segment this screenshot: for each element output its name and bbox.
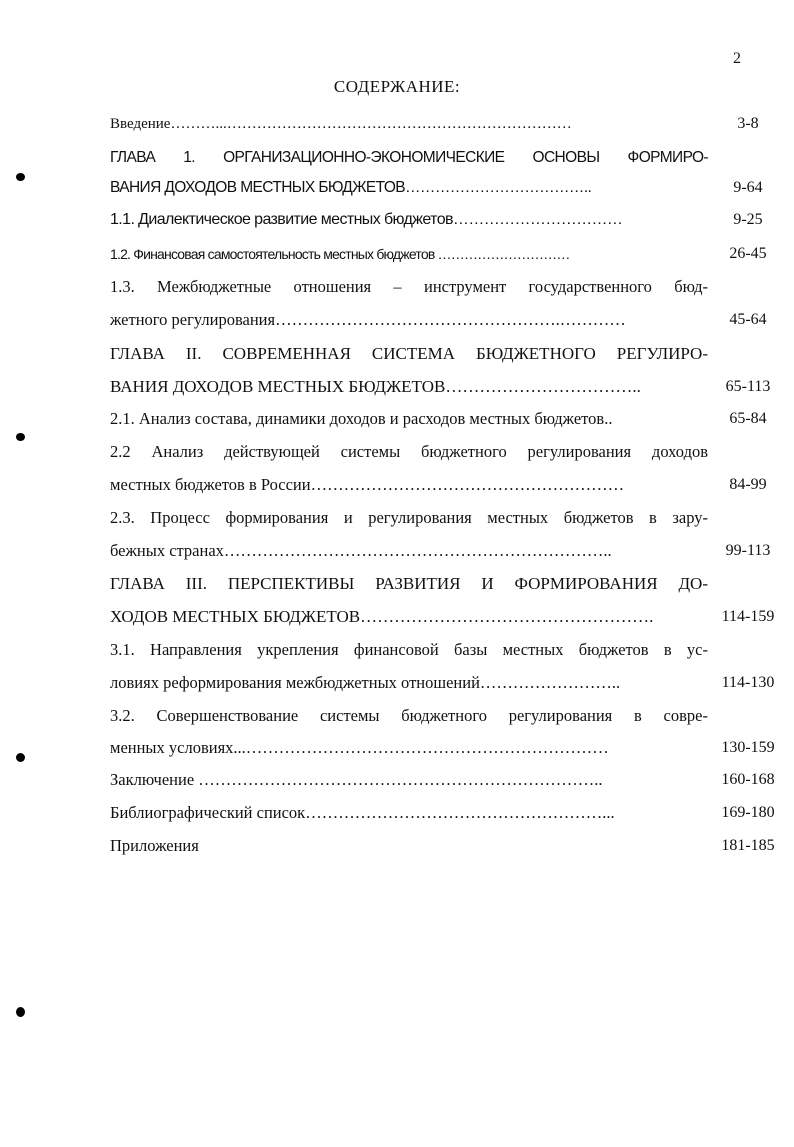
- toc-entry-pages: 3-8: [737, 115, 759, 132]
- toc-entry-line[interactable]: местных бюджетов в России…………………………………………………: [110, 475, 625, 494]
- toc-entry-pages: 84-99: [729, 476, 767, 493]
- toc-entry-line[interactable]: Приложения: [110, 836, 199, 855]
- toc-entry-pages: 160-168: [721, 771, 775, 788]
- scan-speck: [16, 433, 25, 441]
- toc-entry-line[interactable]: ХОДОВ МЕСТНЫХ БЮДЖЕТОВ…………………………………………….: [110, 607, 654, 626]
- page-number: 2: [733, 50, 741, 67]
- toc-entry-pages: 130-159: [721, 739, 775, 756]
- toc-entry-line[interactable]: Библиографический список………………………………………………...: [110, 803, 615, 822]
- toc-entry-pages: 99-113: [725, 542, 771, 559]
- toc-entry-line[interactable]: ВАНИЯ ДОХОДОВ МЕСТНЫХ БЮДЖЕТОВ……………………………..: [110, 377, 641, 396]
- toc-entry-pages: 181-185: [721, 837, 775, 854]
- scan-speck: [16, 753, 25, 762]
- toc-entry-line[interactable]: Заключение ………………………………………………………………..: [110, 770, 603, 789]
- toc-entry-pages: 65-113: [725, 378, 771, 395]
- toc-entry-line[interactable]: жетного регулирования…………………………………………….…………: [110, 310, 626, 329]
- toc-title: СОДЕРЖАНИЕ:: [333, 77, 461, 96]
- toc-entry-line[interactable]: 2.1. Анализ состава, динамики доходов и расходов местных бюджетов..: [110, 409, 613, 428]
- toc-entry-line[interactable]: Введение………...……………………………………………………………: [110, 116, 572, 132]
- toc-entry-line[interactable]: 3.1. Направления укрепления финансовой базы местных бюджетов в ус-: [110, 640, 708, 659]
- scan-speck: [16, 1007, 25, 1017]
- toc-entry-line[interactable]: 1.2. Финансовая самостоятельность местных бюджетов …………………………: [110, 246, 570, 262]
- toc-entry-line[interactable]: менных условиях...…………………………………………………………: [110, 738, 609, 757]
- toc-entry-pages: 9-25: [733, 211, 763, 228]
- toc-entry-line[interactable]: ВАНИЯ ДОХОДОВ МЕСТНЫХ БЮДЖЕТОВ………………………………..: [110, 179, 592, 196]
- toc-entry-pages: 114-159: [721, 608, 775, 625]
- toc-entry-line[interactable]: 1.1. Диалектическое развитие местных бюджетов……………………………: [110, 211, 623, 228]
- toc-entry-line[interactable]: 2.2 Анализ действующей системы бюджетного регулирования доходов: [110, 442, 708, 461]
- toc-entry-line[interactable]: ГЛАВА III. ПЕРСПЕКТИВЫ РАЗВИТИЯ И ФОРМИРОВАНИЯ ДО-: [110, 574, 708, 593]
- toc-entry-pages: 9-64: [733, 179, 763, 196]
- toc-entry-pages: 114-130: [721, 674, 775, 691]
- toc-entry-pages: 45-64: [729, 311, 767, 328]
- toc-entry-pages: 169-180: [721, 804, 775, 821]
- toc-entry-line[interactable]: ГЛАВА 1. ОРГАНИЗАЦИОННО-ЭКОНОМИЧЕСКИЕ ОСНОВЫ ФОРМИРО-: [110, 149, 708, 166]
- toc-entry-pages: 26-45: [729, 245, 767, 262]
- scan-speck: [16, 173, 25, 181]
- toc-entry-line[interactable]: ГЛАВА II. СОВРЕМЕННАЯ СИСТЕМА БЮДЖЕТНОГО РЕГУЛИРО-: [110, 344, 708, 363]
- toc-entry-line[interactable]: ловиях реформирования межбюджетных отношений……………………..: [110, 673, 621, 692]
- toc-entry-line[interactable]: 2.3. Процесс формирования и регулирования местных бюджетов в зару-: [110, 508, 708, 527]
- toc-entry-pages: 65-84: [729, 410, 767, 427]
- toc-entry-line[interactable]: 1.3. Межбюджетные отношения – инструмент государственного бюд-: [110, 277, 708, 296]
- toc-entry-line[interactable]: 3.2. Совершенствование системы бюджетного регулирования в совре-: [110, 706, 708, 725]
- toc-entry-line[interactable]: бежных странах……………………………………………………………..: [110, 541, 612, 560]
